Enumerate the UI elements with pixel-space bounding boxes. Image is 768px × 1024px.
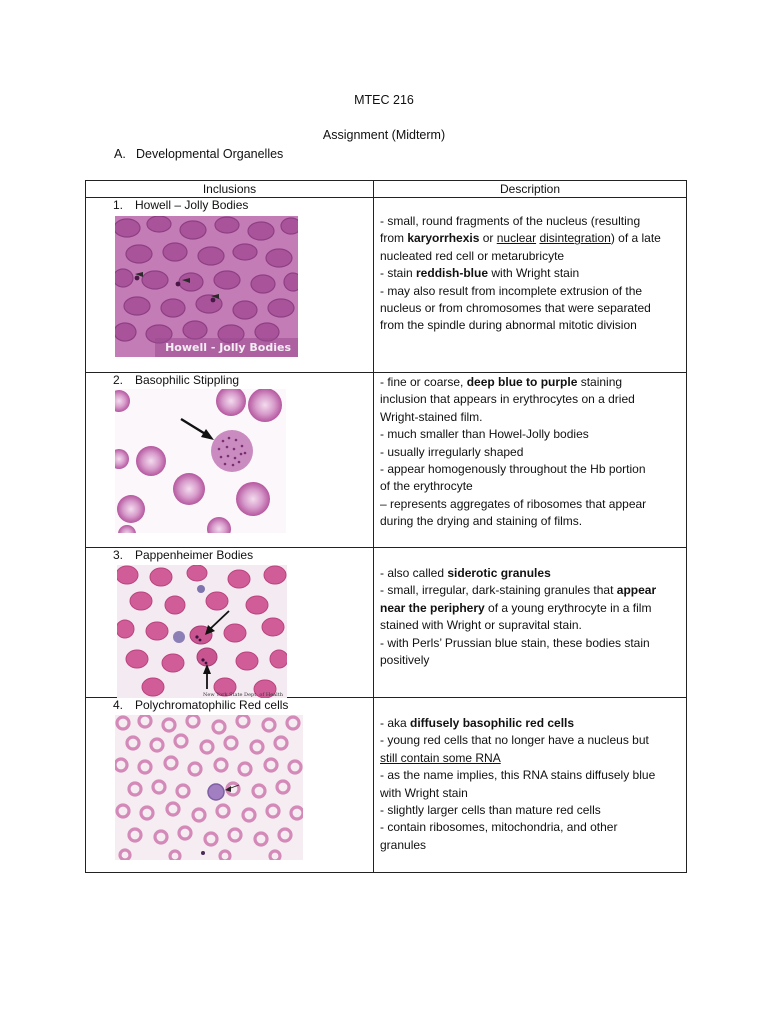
description-line (380, 767, 680, 784)
description-segment: - much smaller than Howel-Jolly bodies (380, 427, 589, 442)
description-line (380, 444, 680, 461)
description-segment: of a young erythrocyte in a film (484, 600, 652, 615)
inclusion-title (113, 547, 253, 564)
description-segment: - slightly larger cells than mature red cells (380, 803, 601, 818)
description-line (380, 374, 680, 391)
description-line (380, 802, 680, 819)
description-line (380, 785, 680, 802)
description-text (374, 698, 686, 854)
description-line (380, 317, 680, 334)
inclusions-table (85, 180, 687, 873)
description-segment: - fine or coarse, (380, 375, 467, 389)
description-segment: diffusely basophilic red cells (410, 716, 575, 730)
description-line (380, 635, 680, 652)
description-cell (374, 698, 687, 873)
description-segment: - aka (380, 716, 411, 730)
item-number: 1. (113, 198, 124, 212)
table-header-row (86, 181, 687, 198)
description-line (380, 283, 680, 300)
item-number: 2. (113, 373, 124, 387)
description-segment: disintegration (539, 231, 611, 246)
description-segment: - also called (380, 566, 448, 580)
description-line (380, 565, 680, 582)
description-line (380, 248, 680, 265)
header-inclusions: Inclusions (86, 181, 374, 198)
description-line (380, 461, 680, 478)
item-number: 3. (113, 548, 124, 562)
description-segment: staining (577, 375, 623, 389)
description-segment: from (380, 231, 408, 246)
description-cell (374, 373, 687, 548)
description-segment: - may also result from incomplete extrusion of the (380, 283, 643, 298)
description-line (380, 265, 680, 282)
description-text (374, 198, 686, 335)
section-letter: A. (114, 147, 126, 161)
description-line (380, 819, 680, 836)
item-number: 4. (113, 698, 124, 712)
item-name: Basophilic Stippling (135, 373, 240, 387)
description-segment: - young red cells that no longer have a nucleus but (380, 733, 649, 748)
description-text (374, 548, 686, 669)
pappenheimer-micrograph (117, 565, 287, 698)
description-segment: - as the name implies, this RNA stains diffusely blue (380, 768, 656, 783)
description-line (380, 496, 680, 513)
description-segment: - contain ribosomes, mitochondria, and other (380, 820, 618, 835)
description-segment: with Wright stain (488, 266, 580, 281)
description-line (380, 600, 680, 617)
description-segment: ) of a late (610, 231, 661, 246)
description-segment: positively (380, 653, 430, 668)
howell-jolly-micrograph (115, 216, 298, 357)
table-row (86, 198, 687, 373)
description-line (380, 300, 680, 317)
description-text (374, 373, 686, 531)
description-segment: from the spindle during abnormal mitotic division (380, 318, 637, 333)
description-line (380, 409, 680, 426)
inclusion-cell (86, 548, 374, 698)
table-row (86, 373, 687, 548)
description-line (380, 715, 680, 732)
description-segment: - small, irregular, dark-staining granules that (380, 583, 617, 598)
description-segment: – represents aggregates of ribosomes that appear (380, 496, 647, 511)
description-segment: nucleus or from chromosomes that were separated (380, 301, 651, 316)
item-name: Howell – Jolly Bodies (135, 198, 249, 212)
description-segment: during the drying and staining of films. (380, 514, 583, 529)
description-line (380, 617, 680, 634)
section-heading (114, 147, 283, 161)
description-segment: of the erythrocyte (380, 479, 473, 494)
description-segment: - appear homogenously throughout the Hb portion (380, 462, 646, 477)
description-segment: near the periphery (380, 600, 485, 615)
inclusion-cell (86, 198, 374, 373)
polychromatophilic-micrograph (115, 715, 303, 860)
inclusion-title (113, 197, 248, 214)
description-segment: karyorrhexis (407, 231, 480, 246)
description-segment: - stain (380, 266, 417, 281)
description-segment: - with Perls’ Prussian blue stain, these bodies stain (380, 635, 650, 650)
description-segment: nuclear (496, 231, 537, 246)
description-line (380, 750, 680, 767)
description-line (380, 732, 680, 749)
description-cell (374, 548, 687, 698)
description-segment: inclusion that appears in erythrocytes on a dried (380, 392, 635, 407)
micrograph-credit: New York State Dept. of Health (203, 692, 283, 698)
header-description: Description (374, 181, 687, 198)
description-segment: stained with Wright or supravital stain. (380, 618, 582, 633)
description-segment: - usually irregularly shaped (380, 444, 524, 459)
description-segment: deep blue to purple (466, 375, 578, 389)
description-line (380, 478, 680, 495)
description-cell (374, 198, 687, 373)
description-line (380, 837, 680, 854)
inclusion-title (113, 697, 288, 714)
description-segment: still contain some RNA (380, 750, 501, 765)
description-segment: - small, round fragments of the nucleus (resulting (380, 214, 641, 228)
inclusion-cell (86, 698, 374, 873)
description-line (380, 582, 680, 599)
table-row (86, 698, 687, 873)
description-segment: granules (380, 837, 427, 852)
description-line (380, 230, 680, 247)
item-name: Pappenheimer Bodies (135, 548, 254, 562)
assignment-title: Assignment (Midterm) (322, 128, 446, 142)
section-title: Developmental Organelles (136, 147, 284, 161)
description-segment: Wright-stained film. (380, 409, 483, 424)
description-line (380, 513, 680, 530)
description-line (380, 391, 680, 408)
course-code: MTEC 216 (354, 93, 414, 107)
description-segment: with Wright stain (380, 785, 468, 800)
description-line (380, 652, 680, 669)
description-segment: reddish-blue (416, 266, 489, 281)
inclusion-title (113, 372, 239, 389)
description-line (380, 426, 680, 443)
micrograph-caption: Howell - Jolly Bodies (165, 341, 291, 354)
table-row (86, 548, 687, 698)
item-name: Polychromatophilic Red cells (135, 698, 289, 712)
description-segment: or (479, 231, 497, 246)
basophilic-stippling-micrograph (115, 389, 286, 533)
inclusion-cell (86, 373, 374, 548)
description-line (380, 213, 680, 230)
description-segment: siderotic granules (447, 566, 551, 580)
description-segment: nucleated red cell or metarubricyte (380, 248, 565, 263)
description-segment: appear (616, 583, 657, 598)
